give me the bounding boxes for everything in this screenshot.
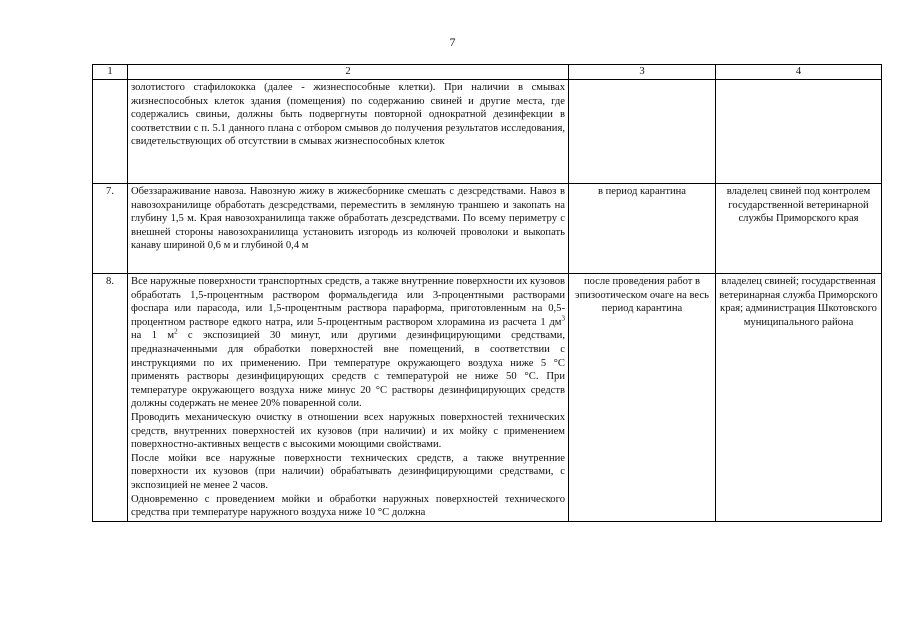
measures-table	[92, 64, 882, 522]
column-header: 3	[569, 65, 716, 80]
row-number	[93, 80, 128, 184]
row-number: 8.	[93, 274, 128, 522]
responsible-cell: владелец свиней; государственная ветеринарная служба Приморского края; администрация Шкотовского муниципального района	[716, 274, 882, 522]
period-cell: после проведения работ в эпизоотическом очаге на весь период карантина	[569, 274, 716, 522]
superscript: 3	[561, 314, 565, 323]
superscript: 2	[174, 327, 178, 336]
column-header: 2	[128, 65, 569, 80]
responsible-cell	[716, 80, 882, 184]
text-run: Все наружные поверхности транспортных средств, а также внутренние поверхности их кузовов обработать 1,5-процентным раствором формальдегида или 3-процентными растворами фоспара или парасода, или 1,5-процентным раствора параформа, приготовленным на 0,5-процентном растворе едкого натра, или 5-процентным раствором хлорамина из расчета 1 дм	[131, 276, 565, 328]
column-header: 1	[93, 65, 128, 80]
text-run: на 1 м	[131, 330, 175, 342]
measure-text	[128, 274, 569, 522]
row-number: 7.	[93, 184, 128, 274]
period-cell	[569, 80, 716, 184]
measure-paragraph: Проводить механическую очистку в отношении всех наружных поверхностей технических средств, внутренних поверхностей их кузовов (при наличии) и их мойку с применением поверхностно-активных веществ с высокими моющими свойствами.	[131, 411, 565, 451]
measure-text	[128, 184, 569, 274]
table-row	[93, 274, 882, 522]
measure-paragraph: После мойки все наружные поверхности технических средств, а также внутренние поверхности их кузовов (при наличии) обрабатывать дезинфицирующими средствами, с экспозицией не менее 2 часов.	[131, 452, 565, 491]
text-run: с экспозицией 30 минут, или другими дезинфицирующими средствами, предназначенными для обработки поверхностей вне помещений, в соответствии с инструкциями по их применению. При температуре окружающего воздуха ниже 5 °С применять растворы дезинфицирующих средств с температурой не ниже 50 °С. При температуре окружающего воздуха ниже минус 20 °С растворы дезинфицирующих средств должны содержать не менее 20% поваренной соли.	[131, 330, 565, 410]
page-number: 7	[449, 35, 456, 49]
measure-text	[128, 80, 569, 184]
table-row	[93, 184, 882, 274]
column-header: 4	[716, 65, 882, 80]
measure-paragraph	[131, 275, 565, 411]
table-header-row	[93, 65, 882, 80]
table-row	[93, 80, 882, 184]
measure-paragraph: Обеззараживание навоза. Навозную жижу в жижесборнике смешать с дезсредствами. Навоз в навозохранилище обработать дезсредствами, переместить в земляную траншею и закопать на глубину 1,5 м. Края навозохранилища также обработать дезсредствами. По всему периметру с внешней стороны навозохранилища установить изгородь из колючей проволоки и выкопать канаву шириной 0,6 м и глубиной 0,4 м	[131, 186, 565, 252]
measure-paragraph: Одновременно с проведением мойки и обработки наружных поверхностей технического средства при температуре наружного воздуха ниже 10 °С должна	[131, 493, 565, 519]
responsible-cell: владелец свиней под контролем государственной ветеринарной службы Приморского края	[716, 184, 882, 274]
period-cell: в период карантина	[569, 184, 716, 274]
measure-paragraph: золотистого стафилококка (далее - жизнеспособные клетки). При наличии в смывах жизнеспособных клеток здания (помещения) по содержанию свиней и другие места, где содержались свиньи, должны быть подвергнуты повторной однократной дезинфекции в соответствии с п. 5.1 данного плана с отбором смывов до получения результатов исследования, свидетельствующих об отсутствии в смывах жизнеспособных клеток	[131, 82, 565, 148]
